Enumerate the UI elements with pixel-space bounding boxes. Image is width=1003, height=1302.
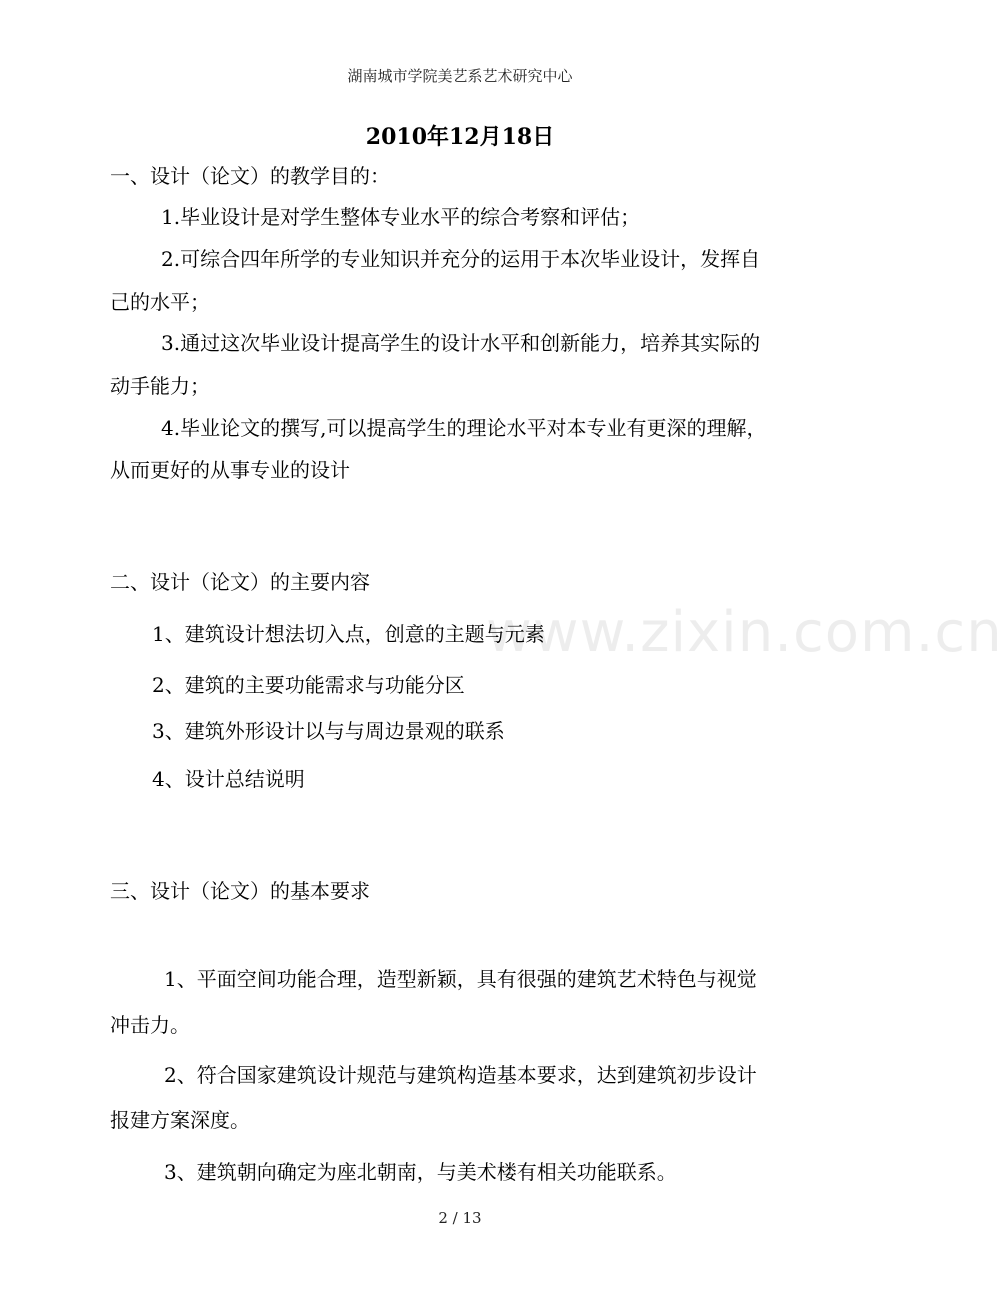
section-3-item-1: 1、平面空间功能合理，造型新颖，具有很强的建筑艺术特色与视觉 bbox=[164, 967, 757, 991]
section-3-heading: 三、设计（论文）的基本要求 bbox=[110, 879, 370, 903]
page-header: 湖南城市学院美艺系艺术研究中心 bbox=[347, 67, 573, 85]
watermark: www.zixin.com.cn bbox=[486, 600, 1003, 665]
document-date: 2010年12月18日 bbox=[365, 124, 555, 150]
section-3-item-2-cont: 报建方案深度。 bbox=[110, 1108, 250, 1132]
section-2-heading: 二、设计（论文）的主要内容 bbox=[110, 570, 370, 594]
section-3-item-2: 2、符合国家建筑设计规范与建筑构造基本要求，达到建筑初步设计 bbox=[164, 1063, 757, 1087]
section-1-item-4: 4.毕业论文的撰写,可以提高学生的理论水平对本专业有更深的理解， bbox=[161, 416, 767, 440]
section-2-item-4: 4、设计总结说明 bbox=[152, 767, 305, 791]
section-1-item-2: 2.可综合四年所学的专业知识并充分的运用于本次毕业设计，发挥自 bbox=[161, 247, 761, 271]
section-1-heading: 一、设计（论文）的教学目的： bbox=[110, 164, 390, 188]
section-1-item-1: 1.毕业设计是对学生整体专业水平的综合考察和评估； bbox=[161, 205, 641, 229]
section-3-item-3: 3、建筑朝向确定为座北朝南，与美术楼有相关功能联系。 bbox=[164, 1160, 677, 1184]
section-2-item-1: 1、建筑设计想法切入点，创意的主题与元素 bbox=[152, 622, 545, 646]
section-2-item-2: 2、建筑的主要功能需求与功能分区 bbox=[152, 673, 465, 697]
section-2-item-3: 3、建筑外形设计以与与周边景观的联系 bbox=[152, 719, 505, 743]
section-1-item-3-cont: 动手能力； bbox=[110, 374, 210, 398]
section-1-item-3: 3.通过这次毕业设计提高学生的设计水平和创新能力，培养其实际的 bbox=[161, 331, 761, 355]
section-1-item-2-cont: 己的水平； bbox=[110, 290, 210, 314]
section-3-item-1-cont: 冲击力。 bbox=[110, 1013, 190, 1037]
section-1-item-4-cont: 从而更好的从事专业的设计 bbox=[110, 458, 350, 482]
page-number: 2 / 13 bbox=[438, 1209, 482, 1227]
